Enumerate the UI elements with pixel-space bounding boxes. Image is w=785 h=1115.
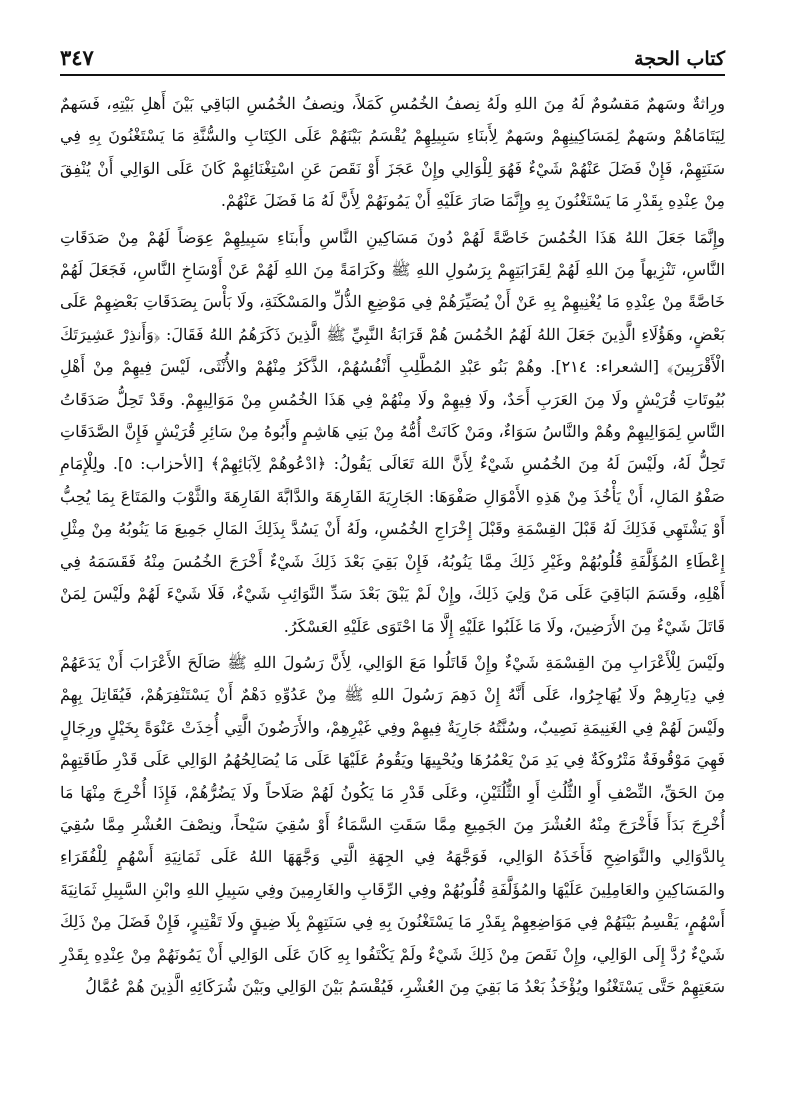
page-header <box>60 30 725 76</box>
page-number: ٣٤٧ <box>60 45 94 70</box>
running-title: كتاب الحجة <box>634 48 725 70</box>
paragraph-3: ولَيْسَ لِلْأَعْرَابِ مِنَ القِسْمَةِ شَيْءٌ وإِنْ قَاتَلُوا مَعَ الوَالِي، لِأَنَّ رَسُولَ اللهِ ﷺ صَالَحَ الأَعْرَابَ أَنْ يَدَعَهُمْ فِي دِيَارِهِمْ ولَا يُهَاجِرُوا، عَلَى أَنَّهُ إِنْ دَهِمَ رَسُولَ اللهِ ﷺ مِنْ عَدُوِّهِ دَهْمٌ أَنْ يَسْتَنْفِرَهُمْ، فَيُقَاتِلَ بِهِمْ ولَيْسَ لَهُمْ فِي الغَنِيمَةِ نَصِيبٌ، وسُنَّتُهُ جَارِيَةٌ فِيهِمْ وفِي غَيْرِهِمْ، والأَرَضُونَ الَّتِي أُخِذَتْ عَنْوَةً بِخَيْلٍ ورِجَالٍ فَهِيَ مَوْقُوفَةٌ مَتْرُوكَةٌ فِي يَدِ مَنْ يَعْمُرُهَا ويُحْيِيهَا ويَقُومُ عَلَيْهَا عَلَى مَا يُصَالِحُهُمُ الوَالِي عَلَى قَدْرِ طَاقَتِهِمْ مِنَ الحَقِّ، النِّصْفِ أَوِ الثُّلُثِ أَوِ الثُّلُثَيْنِ، وعَلَى قَدْرِ مَا يَكُونُ لَهُمْ صَلَاحاً ولَا يَضُرُّهُمْ، فَإِذَا أُخْرِجَ مِنْهَا مَا أُخْرِجَ بَدَأَ فَأَخْرَجَ مِنْهُ العُشْرَ مِنَ الجَمِيعِ مِمَّا سَقَتِ السَّمَاءُ أَوْ سُقِيَ سَيْحاً، ونِصْفَ العُشْرِ مِمَّا سُقِيَ بِالدَّوَالِي والنَّوَاضِحِ فَأَخَذَهُ الوَالِي، فَوَجَّهَهُ فِي الجِهَةِ الَّتِي وَجَّهَهَا اللهُ عَلَى ثَمَانِيَةِ أَسْهُمٍ لِلْفُقَرَاءِ والمَسَاكِينِ والعَامِلِينَ عَلَيْهَا والمُؤَلَّفَةِ قُلُوبُهُمْ وفِي الرِّقَابِ والغَارِمِينَ وفِي سَبِيلِ اللهِ وابْنِ السَّبِيلِ ثَمَانِيَةَ أَسْهُمٍ، يَقْسِمُ بَيْنَهُمْ فِي مَوَاضِعِهِمْ بِقَدْرِ مَا يَسْتَغْنُونَ بِهِ فِي سَنَتِهِمْ بِلَا ضِيقٍ ولَا تَقْتِيرٍ، فَإِنْ فَضَلَ مِنْ ذَلِكَ شَيْءٌ رُدَّ إِلَى الوَالِي، وإِنْ نَقَصَ مِنْ ذَلِكَ شَيْءٌ ولَمْ يَكْتَفُوا بِهِ كَانَ عَلَى الوَالِي أَنْ يَمُونَهُمْ مِنْ عِنْدِهِ بِقَدْرِ سَعَتِهِمْ حَتَّى يَسْتَغْنُوا ويُؤْخَذُ بَعْدُ مَا بَقِيَ مِنَ العُشْرِ، فَيُقْسَمُ بَيْنَ الوَالِي وبَيْنَ شُرَكَائِهِ الَّذِينَ هُمْ عُمَّالُ <box>60 652 726 996</box>
paragraph-2: وإِنَّمَا جَعَلَ اللهُ هَذَا الخُمُسَ خَاصَّةً لَهُمْ دُونَ مَسَاكِينِ النَّاسِ وأَبنَاءِ سَبِيلِهِمْ عِوَضاً لَهُمْ مِنْ صَدَقَاتِ النَّاسِ، تَنْزِيهاً مِنَ اللهِ لَهُمْ لِقَرَابَتِهِمْ بِرَسُولِ اللهِ ﷺ وكَرَامَةً مِنَ اللهِ لَهُمْ عَنْ أَوْسَاخِ النَّاسِ، فَجَعَلَ لَهُمْ خَاصَّةً مِنْ عِنْدِهِ مَا يُغْنِيهِمْ بِهِ عَنْ أَنْ يُصَيِّرَهُمْ فِي مَوْضِعِ الذُّلِّ والمَسْكَنَةِ، ولَا بَأْسَ بِصَدَقَاتِ بَعْضِهِمْ عَلَى بَعْضٍ، وهَؤُلَاءِ الَّذِينَ جَعَلَ اللهُ لَهُمُ الخُمُسَ هُمْ قَرَابَةُ النَّبِيِّ ﷺ الَّذِينَ ذَكَرَهُمُ اللهُ فَقَالَ: ﴿وَأَنذِرْ عَشِيرَتَكَ الْأَقْرَبِينَ﴾ [الشعراء: ٢١٤]. وهُمْ بَنُو عَبْدِ المُطَّلِبِ أَنْفُسُهُمْ، الذَّكَرُ مِنْهُمْ والأُنْثَى، لَيْسَ فِيهِمْ مِنْ أَهْلِ بُيُوتَاتِ قُرَيْشٍ ولَا مِنَ العَرَبِ أَحَدٌ، ولَا فِيهِمْ ولَا مِنْهُمْ فِي هَذَا الخُمُسِ مِنْ مَوَالِيهِمْ. وقَدْ تَحِلُّ صَدَقَاتُ النَّاسِ لِمَوَالِيهِمْ وهُمْ والنَّاسُ سَوَاءٌ، ومَنْ كَانَتْ أُمُّهُ مِنْ بَنِي هَاشِمٍ وأَبُوهُ مِنْ سَائِرِ قُرَيْشٍ فَإِنَّ الصَّدَقَاتِ تَحِلُّ لَهُ، ولَيْسَ لَهُ مِنَ الخُمُسِ شَيْءٌ لِأَنَّ اللهَ تَعَالَى يَقُولُ: ﴿ادْعُوهُمْ لِآبَائِهِمْ﴾ [الأحزاب: ٥]. ولِلْإِمَامِ صَفْوُ المَالِ، أَنْ يَأْخُذَ مِنْ هَذِهِ الأَمْوَالِ صَفْوَهَا: الجَارِيَةَ الفَارِهَةَ والدَّابَّةَ الفَارِهَةَ والثَّوْبَ والمَتَاعَ بِمَا يُحِبُّ أَوْ يَشْتَهِي فَذَلِكَ لَهُ قَبْلَ القِسْمَةِ وقَبْلَ إِخْرَاجِ الخُمُسِ، ولَهُ أَنْ يَسُدَّ بِذَلِكَ المَالِ جَمِيعَ مَا يَنُوبُهُ مِنْ مِثْلِ إِعْطَاءِ المُؤَلَّفَةِ قُلُوبُهُمْ وغَيْرِ ذَلِكَ مِمَّا يَنُوبُهُ، فَإِنْ بَقِيَ بَعْدَ ذَلِكَ شَيْءٌ أَخْرَجَ الخُمُسَ مِنْهُ فَقَسَمَهُ فِي أَهْلِهِ، وقَسَمَ البَاقِيَ عَلَى مَنْ وَلِيَ ذَلِكَ، وإِنْ لَمْ يَبْقَ بَعْدَ سَدِّ النَّوَائِبِ شَيْءٌ، فَلَا شَيْءَ لَهُمْ ولَيْسَ لِمَنْ قَاتَلَ شَيْءٌ مِنَ الأَرَضِينَ، ولَا مَا غَلَبُوا عَلَيْهِ إِلَّا مَا احْتَوَى عَلَيْهِ العَسْكَرُ. <box>60 227 726 636</box>
paragraph-1: ورِاثةٌ وسَهمٌ مَقسُومٌ لَهُ مِنَ اللهِ ولَهُ نِصفُ الخُمُسِ كَمَلاً، ونِصفُ الخُمُسِ البَاقِي بَيْنَ أَهلِ بَيْتِهِ، فَسَهمٌ لِيَتَامَاهُمْ وسَهمٌ لِمَسَاكِينِهِمْ وسَهمٌ لِأَبنَاءِ سَبِيلِهِمْ يُقْسَمُ بَيْنَهُمْ عَلَى الكِتَابِ والسُّنَّةِ مَا يَسْتَغْنُونَ بِهِ فِي سَنَتِهِمْ، فَإِنْ فَضَلَ عَنْهُمْ شَيْءٌ فَهُوَ لِلْوَالِي وإِنْ عَجَزَ أَوْ نَقَصَ عَنِ اسْتِغْنَائِهِمْ كَانَ عَلَى الوَالِي أَنْ يُنْفِقَ مِنْ عِنْدِهِ بِقَدْرِ مَا يَسْتَغْنُونَ بِهِ وإِنَّمَا صَارَ عَلَيْهِ أَنْ يَمُونَهُمْ لِأَنَّ لَهُ مَا فَضَلَ عَنْهُمْ. <box>60 94 725 211</box>
body-text <box>60 88 725 1003</box>
